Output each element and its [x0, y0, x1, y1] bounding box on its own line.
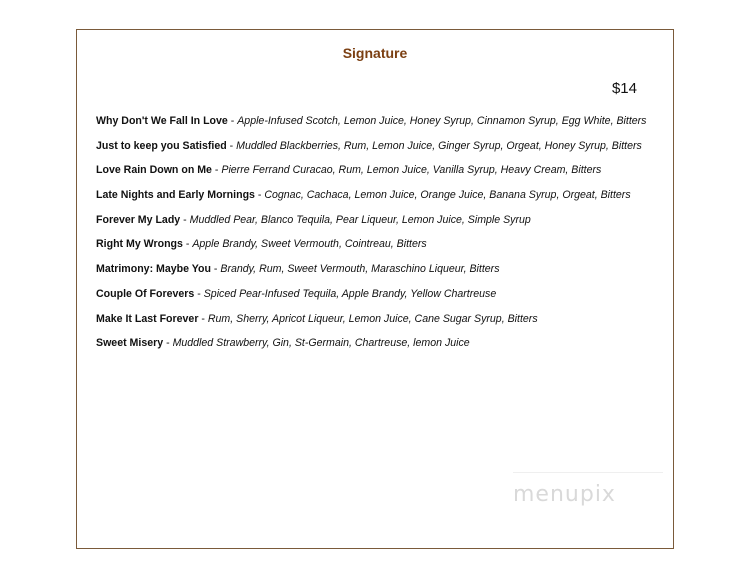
- item-separator: -: [182, 238, 193, 251]
- item-name: Matrimony: Maybe You: [96, 263, 211, 276]
- item-separator: -: [198, 312, 208, 325]
- price: $14: [611, 80, 637, 97]
- menu-item: [96, 287, 666, 312]
- menu-item: [96, 114, 666, 139]
- item-ingredients: Apple Brandy, Sweet Vermouth, Cointreau, Bitters: [192, 238, 427, 251]
- item-ingredients: Spiced Pear-Infused Tequila, Apple Brandy, Yellow Chartreuse: [203, 287, 497, 300]
- watermark-logo: menupix: [513, 482, 616, 507]
- item-name: Sweet Misery: [96, 337, 164, 350]
- item-ingredients: Pierre Ferrand Curacao, Rum, Lemon Juice, Vanilla Syrup, Heavy Cream, Bitters: [221, 164, 602, 177]
- item-separator: -: [254, 189, 265, 202]
- menu-item: [96, 312, 666, 337]
- item-name: Couple Of Forevers: [96, 287, 195, 300]
- menu-item: [96, 262, 666, 287]
- menu-item: [96, 237, 666, 262]
- item-ingredients: Rum, Sherry, Apricot Liqueur, Lemon Juice, Cane Sugar Syrup, Bitters: [207, 312, 538, 325]
- menu-item: [96, 188, 666, 213]
- item-separator: -: [163, 337, 173, 350]
- item-name: Make It Last Forever: [96, 312, 199, 325]
- item-name: Forever My Lady: [96, 213, 181, 226]
- menu-item: [96, 163, 666, 188]
- item-ingredients: Brandy, Rum, Sweet Vermouth, Maraschino Liqueur, Bitters: [220, 263, 500, 276]
- item-ingredients: Apple-Infused Scotch, Lemon Juice, Honey Syrup, Cinnamon Syrup, Egg White, Bitters: [237, 115, 647, 127]
- item-separator: -: [227, 115, 238, 127]
- item-name: Right My Wrongs: [96, 238, 183, 251]
- item-name: Why Don't We Fall In Love: [96, 115, 228, 127]
- section-title: Signature: [342, 45, 408, 61]
- menu-item: [96, 213, 666, 238]
- menu-item: [96, 139, 666, 164]
- item-name: Late Nights and Early Mornings: [96, 189, 255, 202]
- item-ingredients: Muddled Pear, Blanco Tequila, Pear Liqueur, Lemon Juice, Simple Syrup: [189, 213, 531, 226]
- item-ingredients: Muddled Strawberry, Gin, St-Germain, Chartreuse, lemon Juice: [172, 337, 470, 350]
- item-separator: -: [210, 263, 221, 276]
- item-separator: -: [194, 287, 204, 300]
- menu-page: [76, 29, 674, 549]
- menu-item: [96, 336, 666, 361]
- item-ingredients: Cognac, Cachaca, Lemon Juice, Orange Juice, Banana Syrup, Orgeat, Bitters: [264, 189, 631, 202]
- item-separator: -: [180, 213, 190, 226]
- item-name: Just to keep you Satisfied: [96, 139, 227, 152]
- item-ingredients: Muddled Blackberries, Rum, Lemon Juice, Ginger Syrup, Orgeat, Honey Syrup, Bitters: [236, 139, 642, 152]
- item-separator: -: [226, 139, 237, 152]
- menu-items-list: [96, 114, 666, 361]
- item-name: Love Rain Down on Me: [96, 164, 212, 177]
- watermark-divider: [513, 472, 663, 473]
- item-separator: -: [211, 164, 222, 177]
